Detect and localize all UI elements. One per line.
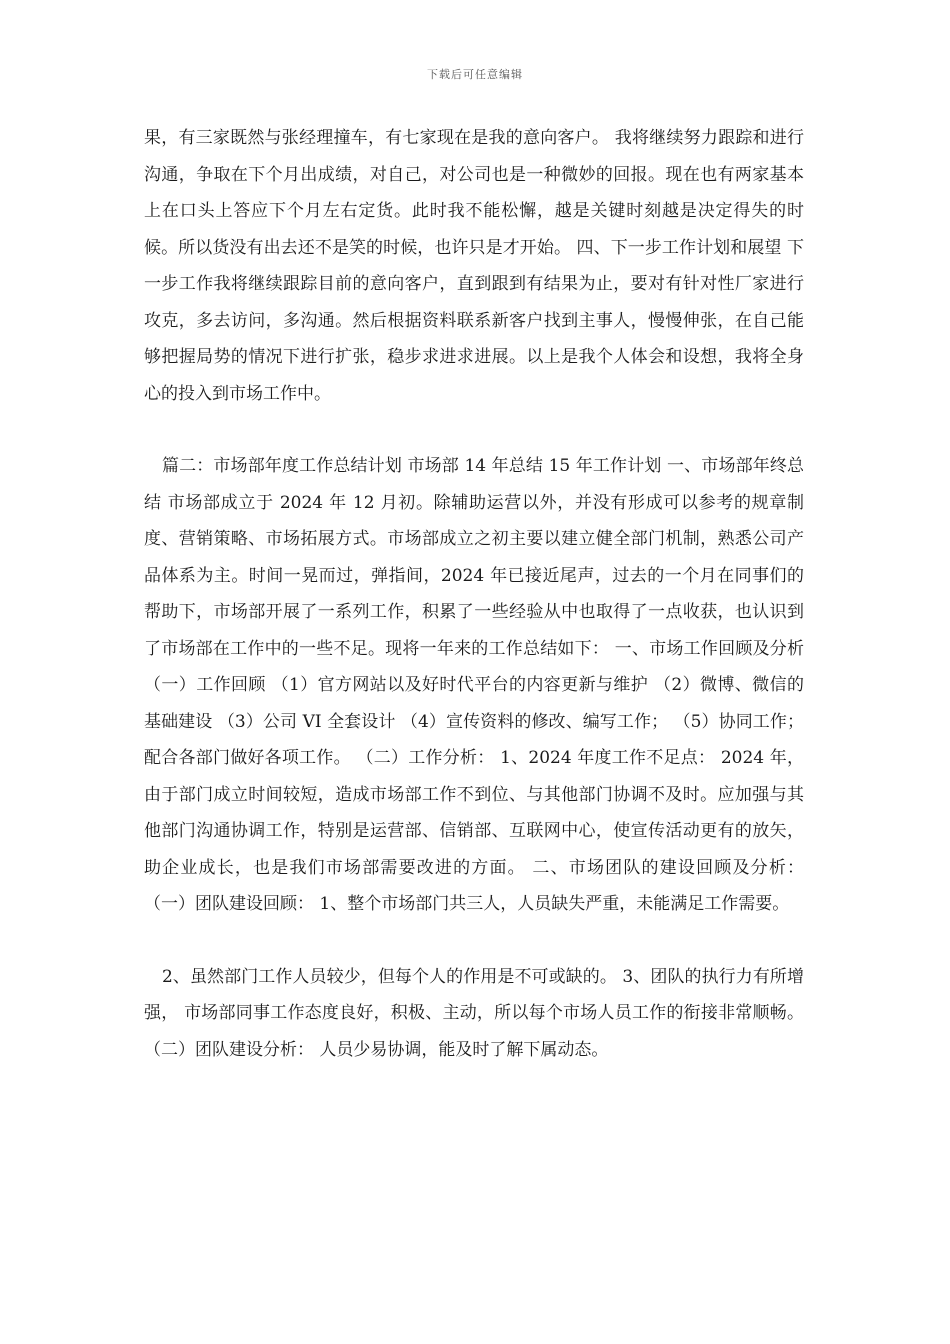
paragraph-2: 篇二：市场部年度工作总结计划 市场部 14 年总结 15 年工作计划 一、市场部年终总结 市场部成立于 2024 年 12 月初。除辅助运营以外，并没有形成可以参考的规章制度、营销策略、市场拓展方式。市场部成立之初主要以建立健全部门机制，熟悉公司产品体系为主。时间一晃而过，弹指间，2024 年已接近尾声，过去的一个月在同事们的帮助下，市场部开展了一系列工作，积累了一些经验从中也取得了一点收获，也认识到了市场部在工作中的一些不足。现将一年来的工作总结如下： 一、市场工作回顾及分析 （一）工作回顾 （1）官方网站以及好时代平台的内容更新与维护 （2）微博、微信的基础建设 （3）公司 VI 全套设计 （4）宣传资料的修改、编写工作； （5）协同工作；配合各部门做好各项工作。 （二）工作分析： 1、2024 年度工作不足点： 2024 年，由于部门成立时间较短，造成市场部工作不到位、与其他部门协调不及时。应加强与其他部门沟通协调工作，特别是运营部、信销部、互联网中心，使宣传活动更有的放矢，助企业成长，也是我们市场部需要改进的方面。 二、市场团队的建设回顾及分析： （一）团队建设回顾： 1、整个市场部门共三人，人员缺失严重，未能满足工作需要。 — [144, 456, 804, 914]
document-body — [144, 120, 804, 1068]
paragraph-1: 果，有三家既然与张经理撞车，有七家现在是我的意向客户。 我将继续努力跟踪和进行沟通，争取在下个月出成绩，对自己，对公司也是一种微妙的回报。现在也有两家基本上在口头上答应下个月左右定货。此时我不能松懈，越是关键时刻越是决定得失的时候。所以货没有出去还不是笑的时候，也许只是才开始。 四、下一步工作计划和展望 下一步工作我将继续跟踪目前的意向客户，直到跟到有结果为止，要对有针对性厂家进行攻克，多去访问，多沟通。然后根据资料联系新客户找到主事人，慢慢伸张，在自己能够把握局势的情况下进行扩张，稳步求进求进展。以上是我个人体会和设想，我将全身心的投入到市场工作中。 — [144, 128, 804, 404]
page-header: 下载后可任意编辑 — [427, 68, 523, 81]
paragraph-3: 2、虽然部门工作人员较少，但每个人的作用是不可或缺的。 3、团队的执行力有所增强， 市场部同事工作态度良好，积极、主动，所以每个市场人员工作的衔接非常顺畅。 （二）团队建设分析： 人员少易协调，能及时了解下属动态。 — [144, 966, 804, 1060]
